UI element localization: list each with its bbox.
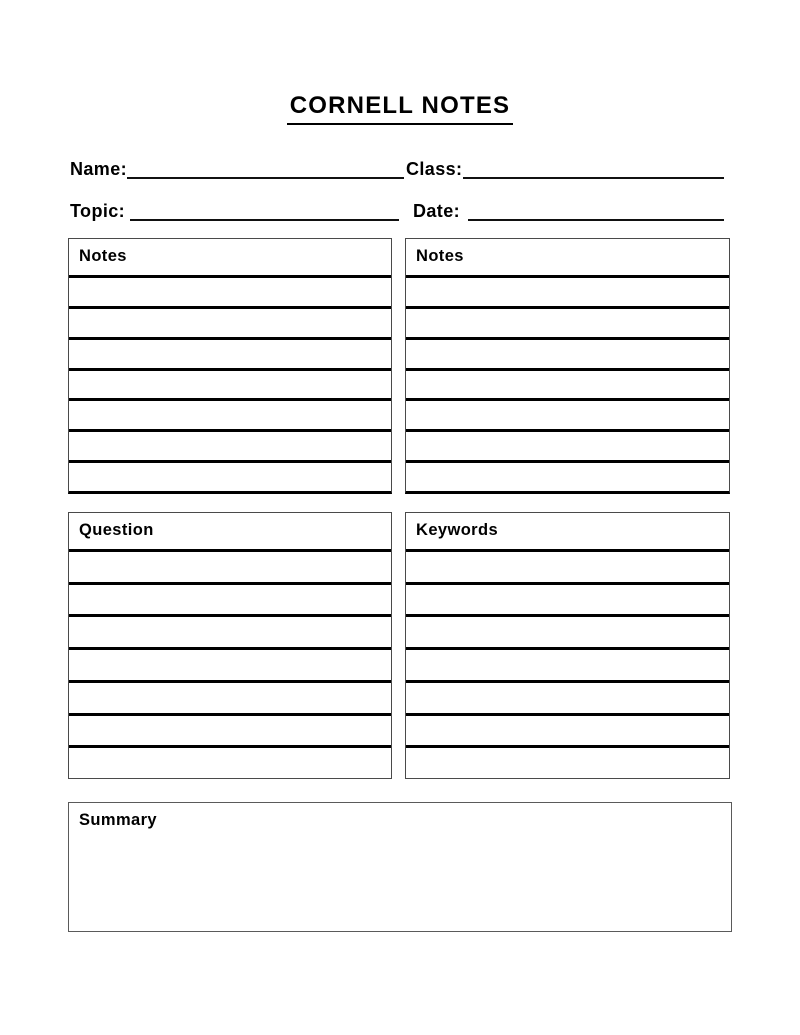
ruled-line[interactable] xyxy=(69,460,391,491)
topic-field-line[interactable] xyxy=(130,219,399,221)
class-field-line[interactable] xyxy=(463,177,724,179)
notes-right-header xyxy=(406,239,729,275)
summary-header-label: Summary xyxy=(79,811,158,829)
ruled-line[interactable] xyxy=(406,614,729,647)
ruled-line[interactable] xyxy=(406,745,729,778)
class-label: Class: xyxy=(406,159,463,179)
ruled-line[interactable] xyxy=(406,460,729,491)
ruled-line[interactable] xyxy=(406,713,729,746)
ruled-line[interactable] xyxy=(406,337,729,368)
notes-left-header xyxy=(69,239,391,275)
notes-right-box xyxy=(405,238,730,494)
ruled-line[interactable] xyxy=(69,614,391,647)
ruled-line[interactable] xyxy=(69,337,391,368)
summary-header xyxy=(69,803,731,830)
notes-right-header-label: Notes xyxy=(416,247,464,265)
ruled-line[interactable] xyxy=(69,582,391,615)
summary-writing-area[interactable] xyxy=(69,830,731,931)
page-title: CORNELL NOTES xyxy=(287,92,514,125)
question-box xyxy=(68,512,392,779)
date-label: Date: xyxy=(413,201,461,221)
ruled-line[interactable] xyxy=(406,306,729,337)
question-header xyxy=(69,513,391,549)
ruled-line[interactable] xyxy=(406,398,729,429)
keywords-header xyxy=(406,513,729,549)
ruled-line[interactable] xyxy=(69,306,391,337)
ruled-line[interactable] xyxy=(69,368,391,399)
ruled-line[interactable] xyxy=(69,429,391,460)
question-rows xyxy=(69,549,391,778)
ruled-line[interactable] xyxy=(406,680,729,713)
notes-left-header-label: Notes xyxy=(79,247,127,265)
date-field-line[interactable] xyxy=(468,219,724,221)
ruled-line[interactable] xyxy=(69,745,391,778)
keywords-rows xyxy=(406,549,729,778)
title-row xyxy=(0,92,800,125)
ruled-line[interactable] xyxy=(406,429,729,460)
ruled-line[interactable] xyxy=(69,549,391,582)
ruled-line[interactable] xyxy=(406,582,729,615)
ruled-line[interactable] xyxy=(69,680,391,713)
keywords-header-label: Keywords xyxy=(416,521,499,539)
notes-left-rows xyxy=(69,275,391,491)
notes-left-box xyxy=(68,238,392,494)
ruled-line[interactable] xyxy=(69,713,391,746)
topic-label: Topic: xyxy=(70,201,126,221)
ruled-line[interactable] xyxy=(406,275,729,306)
keywords-box xyxy=(405,512,730,779)
ruled-line[interactable] xyxy=(69,275,391,306)
question-header-label: Question xyxy=(79,521,154,539)
summary-box xyxy=(68,802,732,932)
ruled-line[interactable] xyxy=(69,647,391,680)
ruled-line[interactable] xyxy=(69,398,391,429)
ruled-line[interactable] xyxy=(406,368,729,399)
ruled-line[interactable] xyxy=(406,647,729,680)
ruled-line[interactable] xyxy=(406,549,729,582)
notes-right-rows xyxy=(406,275,729,491)
name-field-line[interactable] xyxy=(127,177,404,179)
name-label: Name: xyxy=(70,159,128,179)
